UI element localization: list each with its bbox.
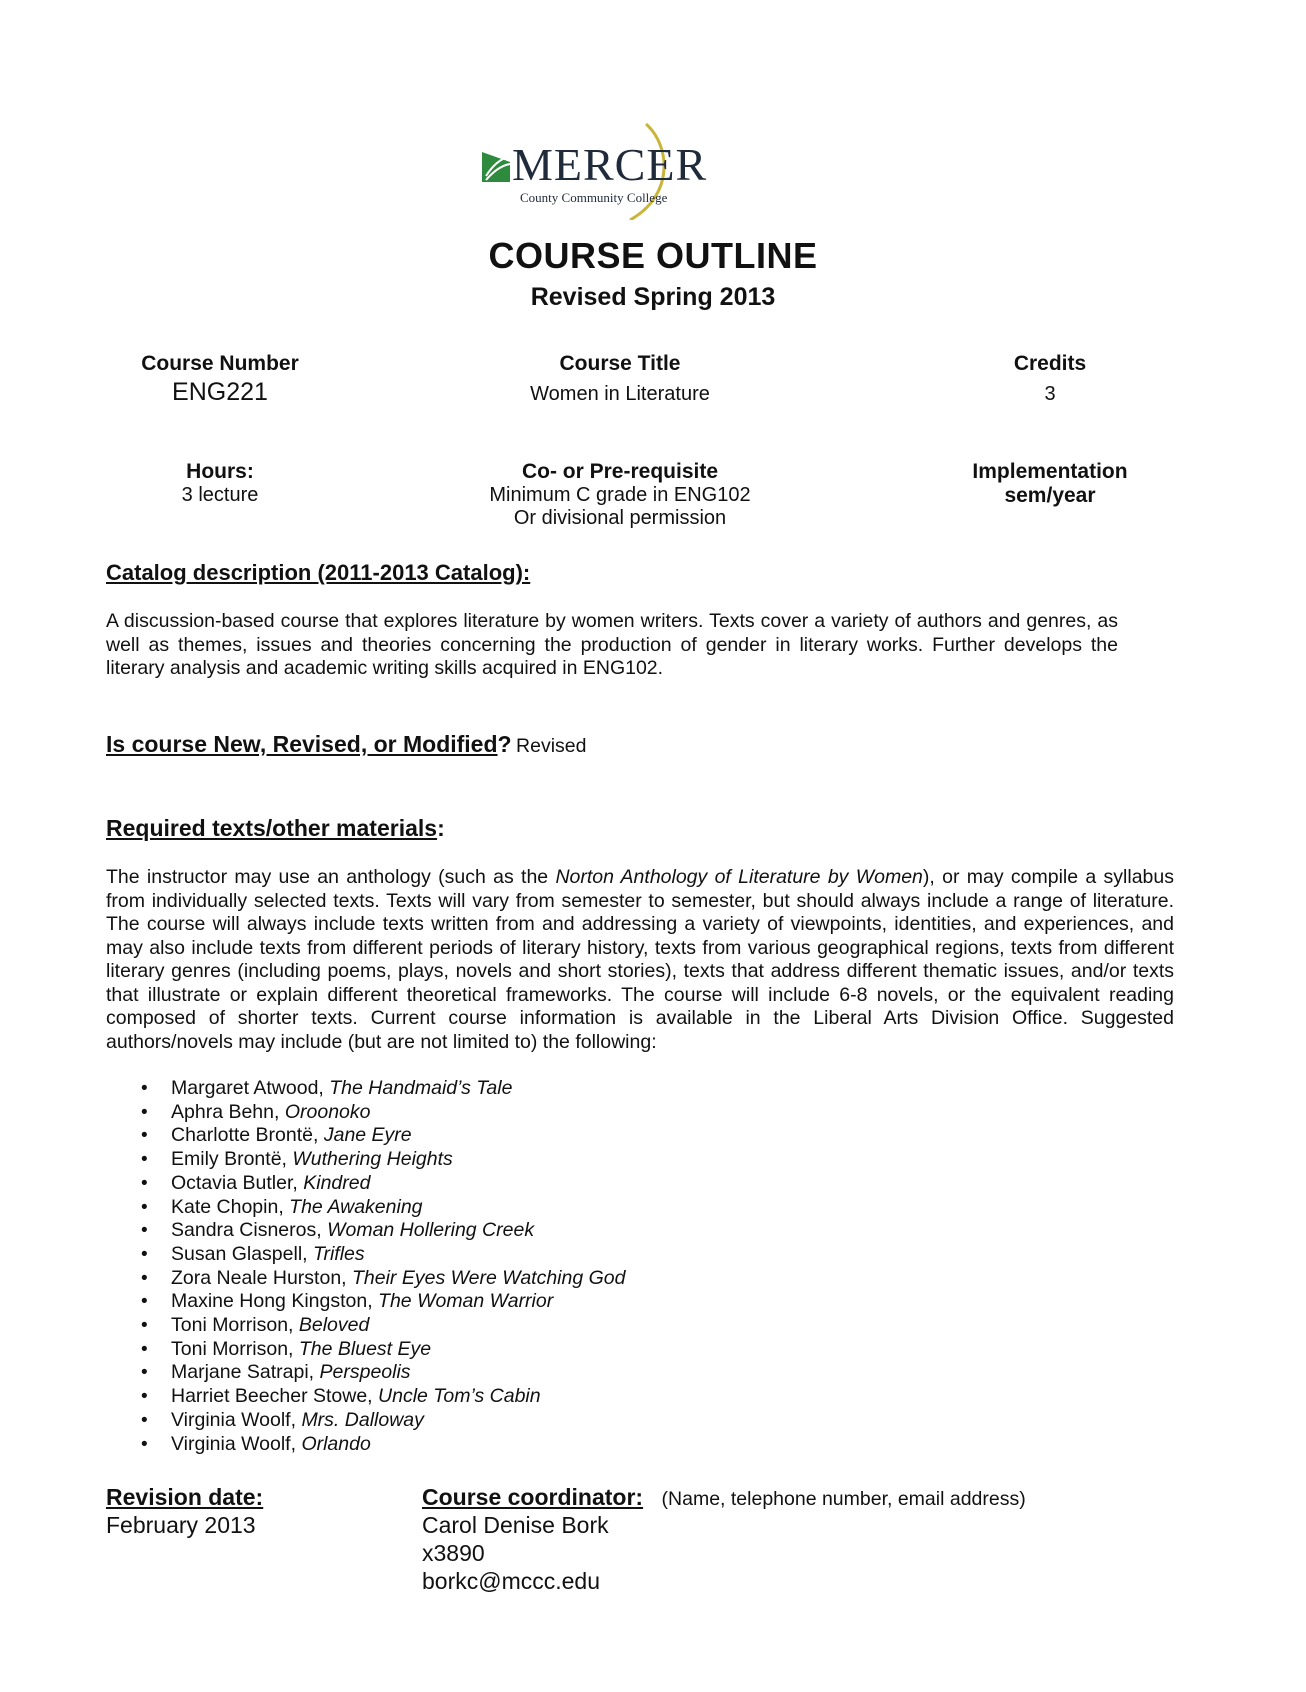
prereq-block — [440, 460, 800, 530]
book-list-item — [136, 1077, 625, 1101]
implementation-label: Implementation — [972, 460, 1128, 483]
book-author: Harriet Beecher Stowe, — [171, 1385, 379, 1408]
book-list-item — [136, 1124, 625, 1148]
prereq-value-line1: Minimum C grade in ENG102 — [489, 484, 751, 506]
course-title-value: Women in Literature — [530, 383, 710, 405]
anthology-title: Norton Anthology of Literature by Women — [555, 866, 923, 888]
page-subtitle: Revised Spring 2013 — [530, 283, 776, 311]
book-author: Margaret Atwood, — [171, 1077, 330, 1099]
course-status-qmark: ? — [497, 731, 512, 757]
book-list-item — [136, 1172, 625, 1196]
book-title: The Bluest Eye — [298, 1337, 432, 1360]
coordinator-note: (Name, telephone number, email address) — [661, 1488, 1026, 1510]
prereq-label: Co- or Pre-requisite — [521, 460, 719, 483]
coordinator-heading: Course coordinator: — [422, 1484, 644, 1510]
book-list-item — [136, 1290, 625, 1314]
revision-date-heading: Revision date: — [106, 1484, 264, 1510]
coordinator-heading-line — [422, 1484, 1026, 1511]
hours-block — [100, 460, 340, 507]
course-title-label: Course Title — [559, 352, 681, 375]
book-title: The Awakening — [289, 1195, 423, 1218]
hours-value: 3 lecture — [181, 484, 259, 506]
book-author: Octavia Butler, — [171, 1171, 304, 1194]
book-list-item — [136, 1361, 625, 1385]
course-number-block — [100, 352, 340, 407]
book-author: Maxine Hong Kingston, — [171, 1290, 379, 1313]
book-list-item — [136, 1243, 625, 1267]
suggested-books-list — [136, 1077, 625, 1456]
book-list-item — [136, 1338, 625, 1362]
materials-heading: Required texts/other materials — [106, 815, 438, 841]
book-author: Virginia Woolf, — [171, 1432, 302, 1455]
book-list-item — [136, 1148, 625, 1172]
book-title: Woman Hollering Creek — [327, 1219, 535, 1242]
book-author: Toni Morrison, — [171, 1337, 299, 1360]
book-author: Virginia Woolf, — [171, 1408, 302, 1431]
book-title: Their Eyes Were Watching God — [352, 1266, 626, 1289]
book-list-item — [136, 1196, 625, 1220]
book-author: Kate Chopin, — [171, 1195, 290, 1218]
book-title: Jane Eyre — [323, 1124, 412, 1147]
book-author: Charlotte Brontë, — [171, 1124, 324, 1147]
book-list-item — [136, 1219, 625, 1243]
book-author: Susan Glaspell, — [171, 1242, 313, 1265]
book-title: Uncle Tom’s Cabin — [378, 1385, 541, 1408]
catalog-heading: Catalog description (2011-2013 Catalog): — [106, 560, 531, 585]
course-status-value: Revised — [516, 735, 587, 757]
book-author: Aphra Behn, — [171, 1100, 285, 1123]
course-status-heading: Is course New, Revised, or Modified — [106, 731, 498, 757]
book-title: Oroonoko — [284, 1100, 371, 1123]
book-list-item — [136, 1409, 625, 1433]
materials-heading-line — [106, 815, 445, 842]
book-author: Sandra Cisneros, — [171, 1219, 328, 1242]
materials-text-before: The instructor may use an anthology (such as the — [106, 866, 556, 888]
book-author: Zora Neale Hurston, — [171, 1266, 352, 1289]
book-title: The Handmaid’s Tale — [329, 1077, 513, 1099]
book-list-item — [136, 1314, 625, 1338]
book-title: Perspeolis — [319, 1361, 411, 1384]
book-title: The Woman Warrior — [378, 1290, 554, 1313]
hours-label: Hours: — [186, 460, 254, 483]
book-list-item — [136, 1267, 625, 1291]
book-title: Orlando — [301, 1432, 371, 1455]
book-list-item — [136, 1101, 625, 1125]
coordinator-name: Carol Denise Bork — [422, 1512, 609, 1538]
credits-value: 3 — [1044, 383, 1056, 405]
course-status-line — [106, 731, 587, 758]
logo-wordmark: MERCER — [512, 139, 708, 190]
coordinator-email[interactable]: borkc@mccc.edu — [422, 1568, 601, 1594]
course-title-block — [470, 352, 770, 406]
materials-text-after: ), or may compile a syllabus from individually selected texts. Texts will vary from semester to semester, but should always include a range of literature. The course will always include texts written from and addressing a variety of viewpoints, identities, and experiences, and may also include texts from different periods of literary history, texts from various geographical regions, texts from different literary genres (including poems, plays, novels and short stories), texts that address different thematic issues, and/or texts that illustrate or explain different theoretical frameworks. The course will include 6-8 novels, or the equivalent reading composed of shorter texts. Current course information is available in the Liberal Arts Division Office. Suggested authors/novels may include (but are not limited to) the following: — [106, 866, 1174, 1053]
book-list-item — [136, 1433, 625, 1457]
catalog-description: A discussion-based course that explores literature by women writers. Texts cover a variety of authors and genres, as well as themes, issues and theories concerning the production of gender in literary works. Further develops the literary analysis and academic writing skills acquired in ENG102. — [106, 610, 1118, 679]
book-author: Emily Brontë, — [171, 1148, 293, 1171]
materials-paragraph — [106, 866, 1174, 1054]
book-title: Beloved — [298, 1314, 370, 1337]
revision-date-value: February 2013 — [106, 1512, 256, 1538]
coordinator-phone: x3890 — [422, 1540, 485, 1566]
course-number-label: Course Number — [141, 352, 299, 375]
logo-tagline: County Community College — [520, 190, 668, 205]
credits-label: Credits — [1013, 352, 1087, 375]
materials-heading-colon: : — [437, 815, 445, 841]
college-logo — [470, 120, 720, 220]
book-author: Marjane Satrapi, — [171, 1361, 320, 1384]
page-title: COURSE OUTLINE — [488, 235, 818, 276]
implementation-block — [940, 460, 1160, 508]
book-title: Kindred — [303, 1171, 371, 1194]
credits-block — [960, 352, 1140, 406]
prereq-value-line2: Or divisional permission — [513, 507, 727, 529]
book-title: Wuthering Heights — [292, 1148, 453, 1171]
book-author: Toni Morrison, — [171, 1314, 299, 1337]
course-number-value: ENG221 — [172, 378, 268, 406]
implementation-value: sem/year — [1004, 484, 1096, 507]
book-title: Mrs. Dalloway — [301, 1408, 424, 1431]
book-title: Trifles — [313, 1242, 365, 1265]
book-list-item — [136, 1385, 625, 1409]
